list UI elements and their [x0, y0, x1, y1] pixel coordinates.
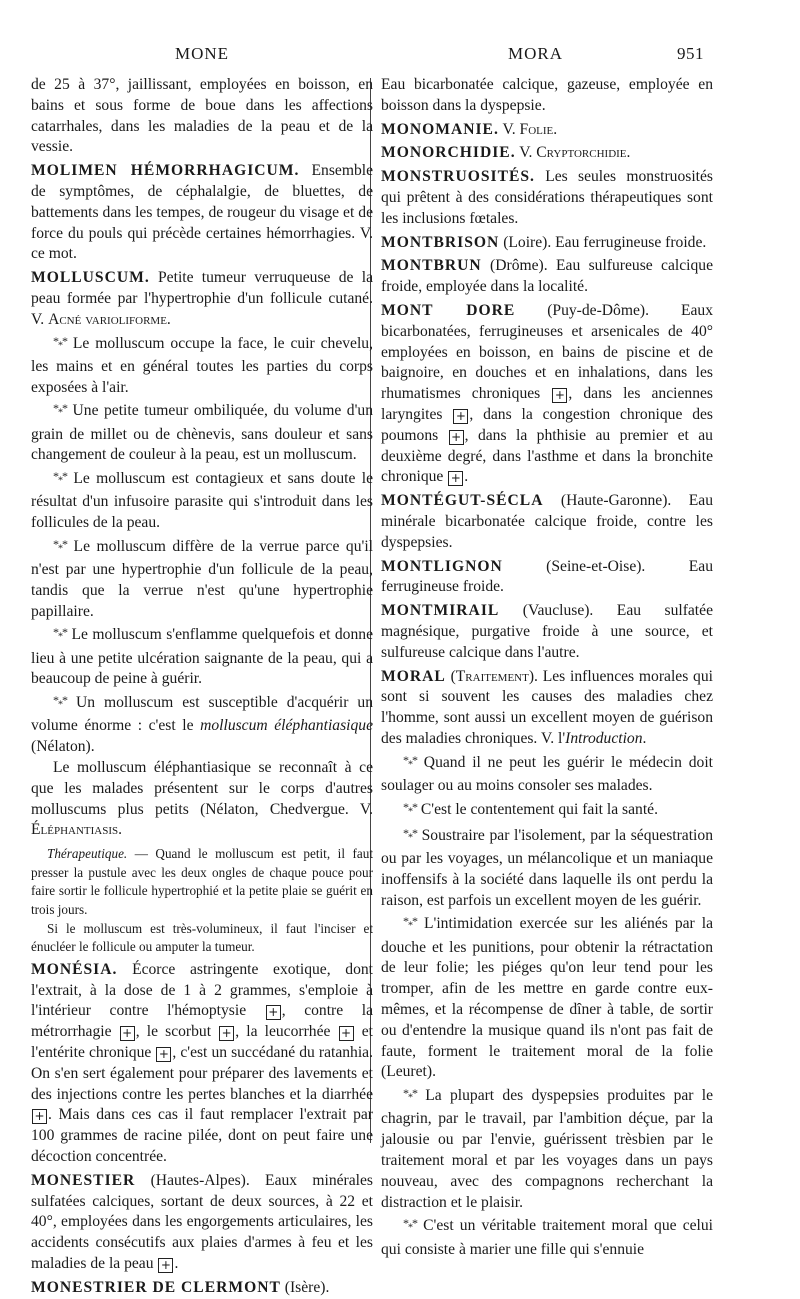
entry-montlignon: [381, 557, 713, 599]
aphorism-text: Le molluscum occupe la face, le cuir chevelu, les mains et en général toutes les parties du corps exposées à l'air.: [31, 334, 373, 396]
headword: MONORCHIDIE.: [381, 144, 516, 162]
aphorism-text: Le molluscum diffère de la verrue parce qu'il n'est par une hypertrophie d'un follicule de la peau, tandis que la verrue n'est qu'une hypertrophie papillaire.: [31, 537, 373, 620]
asterism-icon: $*_**$: [403, 914, 417, 932]
aphorism: [31, 466, 373, 534]
entry-text: .: [174, 1254, 179, 1272]
entry-molimen: [31, 161, 373, 265]
entry-montbrun: [381, 256, 713, 298]
headword: MOLIMEN HÉMORRHAGICUM.: [31, 162, 300, 180]
entry-text: . Mais dans ces cas il faut remplacer l'extrait par 100 grammes de racine pilée, dont on peut faire une décoction concentrée.: [31, 1106, 373, 1165]
aphorism-text: C'est le contentement qui fait la santé.: [417, 800, 658, 818]
entry-text: , la leucorrhée: [235, 1023, 338, 1041]
boxed-plus-icon: +: [449, 430, 464, 445]
aphorism-text: Le molluscum est contagieux et sans doute le résultat d'un infusoire parasite qui s'introduit dans les follicules de la peau.: [31, 470, 373, 532]
entry-text: (Puy-de-Dôme). Eaux bicarbonatées, ferrugineuses et arsenicales de 40° employées en boisson, en bains de piscine et de baignoire, en douches et en inhalations, dans les rhumatismes chroniques: [381, 301, 713, 403]
boxed-plus-icon: +: [266, 1005, 281, 1020]
boxed-plus-icon: +: [158, 1258, 173, 1273]
page-number: 951: [677, 44, 704, 63]
asterism-icon: $*_**$: [403, 752, 417, 771]
entry-text: . Les influences morales qui sont si souvent les causes des maladies chez l'homme, sont aussi un excellent moyen de guérison des maladies chroniques. V. l': [381, 667, 713, 747]
aphorism: [31, 690, 373, 758]
entry-text: , dans la congestion chronique des poumons: [381, 405, 713, 444]
headword: MOLLUSCUM.: [31, 269, 150, 287]
cross-reference: Folie.: [519, 120, 558, 138]
note-text: Si le molluscum est très-volumineux, il faut l'inciser et énucléer le follicule ou amputer la tumeur.: [31, 920, 373, 955]
cross-reference: Éléphantiasis.: [31, 821, 123, 839]
boxed-plus-icon: +: [120, 1026, 135, 1041]
note-paragraph: [31, 920, 373, 957]
left-column: [31, 75, 373, 1299]
entry-text: , dans la phthisie au premier et au deuxième degré, dans l'asthme et dans la bronchite chronique: [381, 426, 713, 486]
aphorism-text: (Nélaton).: [31, 738, 95, 756]
asterism-icon: $*_**$: [53, 333, 67, 351]
aphorism: [381, 1083, 713, 1213]
headword: MONTLIGNON: [381, 557, 503, 575]
entry-text: (Hautes-Alpes). Eaux minérales sulfatées calciques, sortant de deux sources, à 22 et 40°, employées dans les engorgements articulaires, les accidents consécutifs aux plaies d'armes à feu et les maladies de la peau: [31, 1171, 373, 1272]
entry-text: ): [528, 667, 535, 685]
headword: MORAL: [381, 667, 446, 685]
continued-paragraph: de 25 à 37°, jaillissant, employées en boisson, en bains et sous forme de boue dans les affections catarrhales, dans les maladies de la peau et de la vessie.: [31, 76, 373, 156]
entry-text: Les seules monstruosités qui prêtent à des considérations thérapeutiques sont les inclusions fœtales.: [381, 168, 713, 227]
asterism-icon: $*_**$: [403, 1086, 417, 1104]
entry-text: , le scorbut: [135, 1023, 219, 1041]
headword: MONT DORE: [381, 301, 516, 319]
headword: MONTBRUN: [381, 257, 482, 275]
paragraph-text: Le molluscum éléphantiasique se reconnaît à ce que les malades présentent sur le corps d'autres molluscums plus petits (Nélaton, Chedvergue. V.: [31, 759, 373, 818]
boxed-plus-icon: +: [32, 1109, 47, 1124]
note-paragraph: [31, 845, 373, 919]
cross-reference: Traitement: [455, 667, 529, 685]
asterism-icon: $*_**$: [53, 693, 67, 711]
entry-montegut: [381, 491, 713, 553]
entry-monestier: [31, 1171, 373, 1275]
entry-monstruosites: [381, 167, 713, 229]
aphorism-text: Un molluscum est susceptible d'acquérir un volume énorme : c'est le: [31, 694, 373, 735]
entry-text: (Loire). Eau ferrugineuse froide.: [499, 233, 707, 251]
headword: MONTÉGUT-SÉCLA: [381, 492, 544, 510]
asterism-icon: $*_**$: [53, 625, 67, 643]
headword: MONOMANIE.: [381, 120, 499, 138]
asterism-icon: $*_**$: [403, 799, 417, 818]
aphorism-text: Quand il ne peut les guérir le médecin doit soulager ou au moins consoler ses malades.: [381, 753, 713, 794]
aphorism: [381, 750, 713, 797]
entry-text: .: [464, 468, 469, 486]
entry-monestrier: [31, 1278, 373, 1299]
entry-text: (Vaucluse). Eau sulfatée magnésique, purgative froide à une source, et sulfureuse calcique dans l'autre.: [381, 602, 713, 661]
entry-monorchidie: [381, 143, 713, 164]
cross-reference: Acné varioliforme.: [48, 310, 171, 328]
entry-text: V.: [498, 120, 520, 138]
entry-text: .: [642, 729, 647, 747]
boxed-plus-icon: +: [339, 1026, 354, 1041]
boxed-plus-icon: +: [453, 409, 468, 424]
entry-text: Écorce astringente exotique, dont l'extrait, à la dose de 1 à 2 grammes, s'emploie à l'intérieur contre l'hémoptysie: [31, 960, 373, 1020]
paragraph: [31, 758, 373, 841]
aphorism: [381, 911, 713, 1083]
entry-text: (Haute-Garonne). Eau minérale bicarbonatée calcique froide, contre les dyspepsies.: [381, 492, 713, 551]
aphorism: [31, 534, 373, 623]
entry-text: , contre la métrorrhagie: [31, 1002, 373, 1041]
entry-text: V.: [515, 144, 537, 162]
aphorism-text: Le molluscum s'enflamme quelquefois et donne lieu à une petite ulcération saignante de la peau, qui a beaucoup de peine à guérir.: [31, 626, 373, 688]
entry-text: (Drôme). Eau sulfureuse calcique froide, employée dans la localité.: [381, 257, 713, 296]
aphorism: [31, 398, 373, 466]
right-column: [381, 75, 713, 1260]
italic-term: molluscum éléphantiasique: [200, 717, 373, 735]
continued-paragraph: Eau bicarbonatée calcique, gazeuse, employée en boisson dans la dyspepsie.: [381, 76, 713, 114]
asterism-icon: $*_**$: [53, 536, 67, 555]
aphorism: [31, 331, 373, 399]
entry-mont-dore: [381, 301, 713, 488]
aphorism-text: L'intimidation exercée sur les aliénés par la douche et les punitions, pour obtenir la rétractation de leur folie; les piéges qu'on leur tend pour les tromper, afin de les mettre en garde contre eux-mêmes, et la récompense de dîner à table, de sortir ou d'entendre la musique quand ils n'ont pas fait de faute, forment le traitement moral de la folie (Leuret).: [381, 915, 713, 1081]
entry-text: et l'entérite chronique: [31, 1023, 373, 1061]
asterism-icon: $*_**$: [403, 825, 417, 844]
entry-molluscum: [31, 268, 373, 330]
aphorism-text: C'est un véritable traitement moral que celui qui consiste à marier une fille qui s'ennuie: [381, 1217, 713, 1258]
entry-text: , dans les anciennes laryngites: [381, 385, 713, 423]
aphorism: [31, 622, 373, 690]
headword: MONTMIRAIL: [381, 602, 500, 620]
entry-monomanie: [381, 120, 713, 141]
entry-montbrison: [381, 233, 713, 254]
aphorism-text: La plupart des dyspepsies produites par le chagrin, par le travail, par l'ambition déçue, par la jalousie ou par l'envie, guérissent trèsbien par le traitement moral et par les voyages dans un pays nouveau, avec des compagnons recherchant la distraction et le plaisir.: [381, 1087, 713, 1211]
entry-text: Ensemble de symptômes, de céphalalgie, de bluettes, de battements dans les tempes, de rougeur du visage et de force du pouls qui précède certaines hémorrhagies. V. ce mot.: [31, 162, 373, 263]
boxed-plus-icon: +: [156, 1047, 171, 1062]
running-head-right: MORA: [508, 44, 564, 63]
boxed-plus-icon: +: [448, 471, 463, 486]
entry-moral: [381, 667, 713, 750]
aphorism: [381, 1213, 713, 1260]
boxed-plus-icon: +: [219, 1026, 234, 1041]
aphorism: [381, 823, 713, 912]
asterism-icon: $*_**$: [403, 1216, 417, 1234]
asterism-icon: $*_**$: [53, 401, 67, 419]
aphorism: [381, 797, 713, 823]
boxed-plus-icon: +: [552, 388, 567, 403]
note-text: — Quand le molluscum est petit, il faut presser la pustule avec les deux ongles de chaque pouce pour faire sortir le follicule hypertrophié et la petite plaie se guérit en trois jours.: [31, 846, 373, 918]
entry-text: , c'est un succédané du ratanhia. On s'en sert également pour préparer des lavements et des injections contre les pertes blanches et la diarrhée: [31, 1043, 373, 1103]
entry-text: (: [445, 667, 456, 685]
entry-montmirail: [381, 601, 713, 663]
headword: MONÉSIA.: [31, 960, 118, 978]
headword: MONESTRIER DE CLERMONT: [31, 1278, 281, 1296]
entry-monesia: [31, 960, 373, 1168]
cross-reference: Cryptorchidie.: [536, 144, 631, 162]
aphorism-text: Soustraire par l'isolement, par la séquestration ou par les voyages, un mélancolique et un maniaque inoffensifs à la société dans laquelle ils ont perdu la raison, est parfois un excellent moyen de les guérir.: [381, 826, 713, 909]
headword: MONESTIER: [31, 1171, 136, 1189]
aphorism-text: Une petite tumeur ombiliquée, du volume d'un grain de millet ou de chènevis, sans douleur et sans changement de couleur à la peau, est un molluscum.: [31, 402, 373, 464]
running-head-left: MONE: [175, 44, 230, 63]
entry-text: (Seine-et-Oise). Eau ferrugineuse froide.: [381, 557, 713, 596]
entry-text: (Isère).: [280, 1278, 330, 1296]
entry-text: Petite tumeur verruqueuse de la peau formée par l'hypertrophie d'un follicule cutané. V.: [31, 269, 373, 328]
italic-term: Introduction: [565, 729, 643, 747]
headword: MONSTRUOSITÉS.: [381, 168, 535, 186]
therapeutique-note: [31, 845, 373, 957]
headword: MONTBRISON: [381, 233, 500, 251]
note-label: Thérapeutique.: [47, 846, 128, 862]
asterism-icon: $*_**$: [53, 469, 67, 487]
